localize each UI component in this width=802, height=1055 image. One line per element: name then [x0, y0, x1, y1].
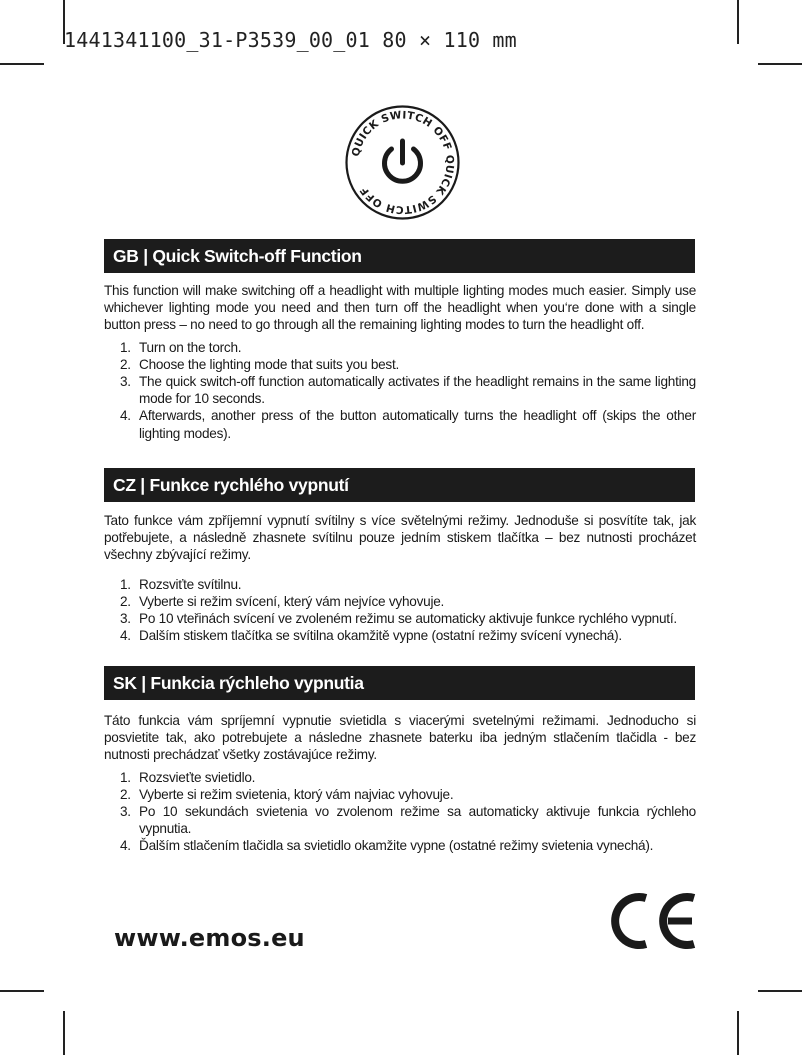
section-body-cz	[104, 512, 696, 644]
list-item: 3. The quick switch-off function automatically activates if the headlight remains in the same lighting mode for 10 seconds.	[120, 374, 696, 407]
list-item: 1. Rozsviťte svítilnu.	[120, 576, 242, 592]
list-item: 4. Ďalším stlačením tlačidla sa svietidlo okamžite vypne (ostatné režimy svietenia vynechá).	[120, 838, 654, 854]
section-title-gb: GB | Quick Switch-off Function	[104, 239, 695, 273]
crop-mark	[0, 63, 44, 65]
crop-mark	[0, 990, 44, 992]
intro-text: Táto funkcia vám spríjemní vypnutie svietidla s viacerými svetelnými režimami. Jednoducho si posvietite tak, ako potrebujete a následne zhasnete baterku iba jedným stlačením tlačidla - bez nutnosti prechádzať všetky zostávajúce režimy.	[104, 713, 696, 763]
quick-switch-off-logo	[345, 105, 460, 220]
intro-text: Tato funkce vám zpříjemní vypnutí svítilny s více světelnými režimy. Jednoduše si posvítíte tak, jak potřebujete, a následně zhasnete svítilnu pouze jedním stiskem tlačítka – bez nutnosti procházet všechny zbývající režimy.	[104, 513, 696, 563]
crop-mark	[758, 990, 802, 992]
crop-mark	[758, 63, 802, 65]
steps-list	[104, 576, 696, 645]
list-item: 1. Rozsvieťte svietidlo.	[120, 769, 256, 785]
ce-mark	[606, 892, 698, 950]
website-link[interactable]: www.emos.eu	[114, 924, 305, 952]
list-item: 4. Dalším stiskem tlačítka se svítilna okamžitě vypne (ostatní režimy svícení vynechá).	[120, 628, 622, 644]
crop-mark	[63, 1011, 65, 1055]
crop-mark	[737, 1011, 739, 1055]
list-item: 2. Vyberte si režim svícení, který vám nejvíce vyhovuje.	[120, 593, 445, 609]
section-title-cz: CZ | Funkce rychlého vypnutí	[104, 468, 695, 502]
steps-list	[104, 339, 696, 442]
section-body-sk	[104, 712, 696, 855]
list-item: 2. Vyberte si režim svietenia, ktorý vám najviac vyhovuje.	[120, 786, 454, 802]
list-item: 3. Po 10 sekundách svietenia vo zvolenom režime sa automaticky aktivuje funkcia rýchleho vypnutia.	[120, 804, 696, 837]
logo-ring-text: QUICK SWITCH OFF QUICK SWITCH OFF	[349, 109, 456, 216]
section-body-gb	[104, 282, 696, 442]
intro-text: This function will make switching off a headlight with multiple lighting modes much easier. Simply use whichever lighting mode you need and then turn off the headlight when you‘re done with a single button press – no need to go through all the remaining lighting modes to turn the headlight off.	[104, 283, 696, 333]
list-item: 4. Afterwards, another press of the button automatically turns the headlight off (skips the other lighting modes).	[120, 408, 696, 441]
list-item: 3. Po 10 vteřinách svícení ve zvoleném režimu se automaticky aktivuje funkce rychlého vypnutí.	[120, 611, 677, 627]
crop-mark	[737, 0, 739, 44]
list-item: 1. Turn on the torch.	[120, 339, 242, 355]
section-title-sk: SK | Funkcia rýchleho vypnutia	[104, 666, 695, 700]
steps-list	[104, 769, 696, 855]
product-code: 1441341100_31-P3539_00_01 80 × 110 mm	[64, 28, 517, 52]
list-item: 2. Choose the lighting mode that suits you best.	[120, 356, 400, 372]
